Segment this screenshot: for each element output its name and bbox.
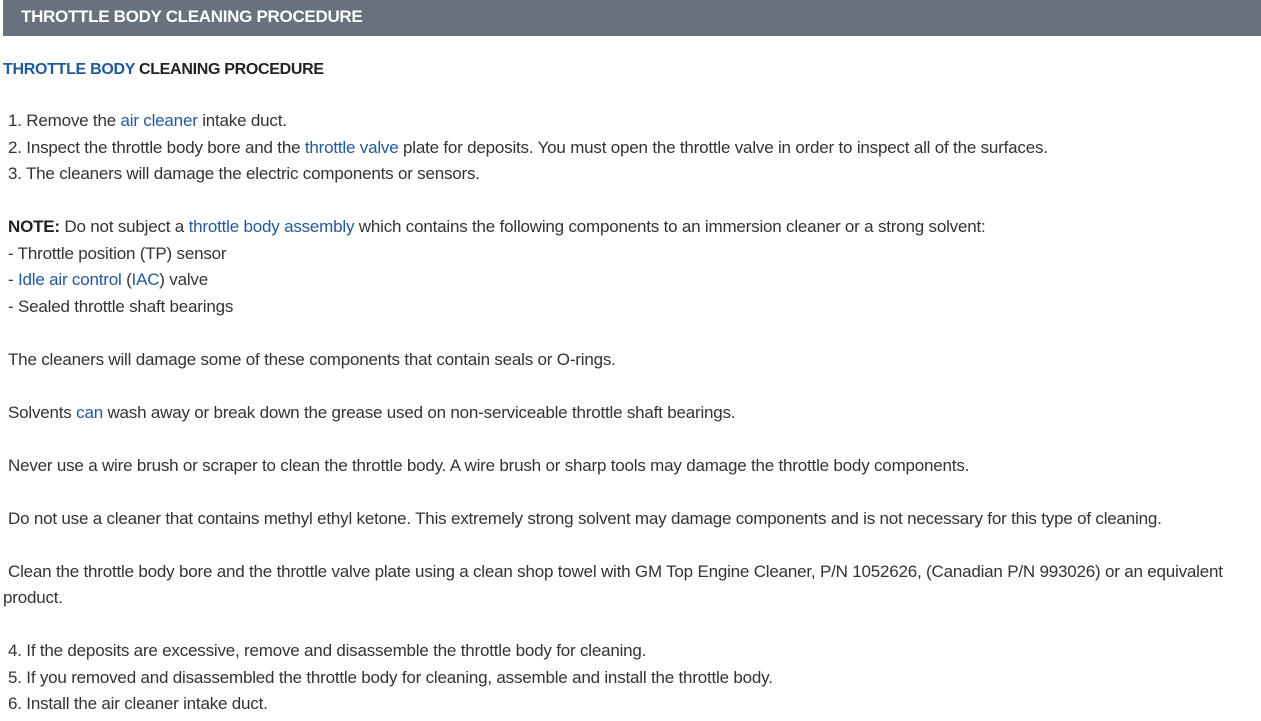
step-4: 4. If the deposits are excessive, remove and disassemble the throttle body for cleaning. <box>8 641 647 660</box>
section-title <box>3 58 1258 84</box>
step-1 <box>3 108 1258 135</box>
paragraph-methyl-ethyl-ketone: Do not use a cleaner that contains methyl ethyl ketone. This extremely strong solvent may damage components and is not necessary for this type of cleaning. <box>8 508 1162 528</box>
iac-link[interactable]: IAC <box>131 270 160 289</box>
note-item-tp-sensor: - Throttle position (TP) sensor <box>8 243 227 263</box>
spacer <box>3 612 1258 639</box>
can-link[interactable]: can <box>76 402 103 422</box>
step-1-text-b: intake duct. <box>197 111 287 130</box>
paragraph-seals: The cleaners will damage some of these components that contain seals or O-rings. <box>8 349 616 369</box>
note-paragraph <box>3 214 1258 241</box>
procedure-content <box>3 58 1258 718</box>
note-item-2-text: ) valve <box>159 270 208 289</box>
note-text-a: Do not subject a <box>59 217 189 236</box>
step-1-text-a: 1. Remove the <box>8 111 121 130</box>
spacer <box>3 188 1258 215</box>
note-item-shaft-bearings: - Sealed throttle shaft bearings <box>8 296 234 316</box>
step-2-text-a: 2. Inspect the throttle body bore and the <box>8 137 305 157</box>
spacer <box>3 320 1258 347</box>
air-cleaner-link[interactable]: air cleaner <box>120 111 198 130</box>
spacer <box>3 373 1258 400</box>
step-3: 3. The cleaners will damage the electric components or sensors. <box>8 164 480 183</box>
throttle-valve-link[interactable]: throttle valve <box>304 137 399 157</box>
step-2 <box>3 135 1258 162</box>
step-2-text-b: plate for deposits. You must open the throttle valve in order to inspect all of the surfaces. <box>398 137 1048 157</box>
throttle-body-link[interactable]: THROTTLE BODY <box>3 61 135 78</box>
section-title-rest: CLEANING PROCEDURE <box>134 61 324 78</box>
paragraph-cleaning-instructions: Clean the throttle body bore and the throttle valve plate using a clean shop towel with GM Top Engine Cleaner, P/N 1052626, (Canadian P/N 993026) or an equivalent product. <box>3 561 1223 607</box>
spacer <box>3 532 1258 559</box>
page-header-title: THROTTLE BODY CLEANING PROCEDURE <box>21 7 363 26</box>
paragraph-solvents-text-b: wash away or break down the grease used on non-serviceable throttle shaft bearings. <box>102 402 736 422</box>
spacer <box>3 479 1258 506</box>
step-5: 5. If you removed and disassembled the throttle body for cleaning, assemble and install the throttle body. <box>8 667 773 687</box>
idle-air-control-link[interactable]: Idle air control <box>17 270 122 289</box>
step-6: 6. Install the air cleaner intake duct. <box>8 694 268 713</box>
paragraph-wire-brush: Never use a wire brush or scraper to clean the throttle body. A wire brush or sharp tools may damage the throttle body components. <box>8 455 970 475</box>
note-label: NOTE: <box>8 217 60 236</box>
page-header-bar <box>3 0 1261 36</box>
spacer <box>3 426 1258 453</box>
paragraph-solvents <box>3 400 1258 427</box>
note-item-2-paren: ( <box>121 270 132 289</box>
note-text-b: which contains the following components to an immersion cleaner or a strong solvent: <box>354 217 986 236</box>
note-item-2-dash: - <box>8 270 18 289</box>
note-item-iac-valve <box>3 267 1258 294</box>
throttle-body-assembly-link[interactable]: throttle body assembly <box>188 217 355 236</box>
paragraph-solvents-text-a: Solvents <box>8 402 77 422</box>
